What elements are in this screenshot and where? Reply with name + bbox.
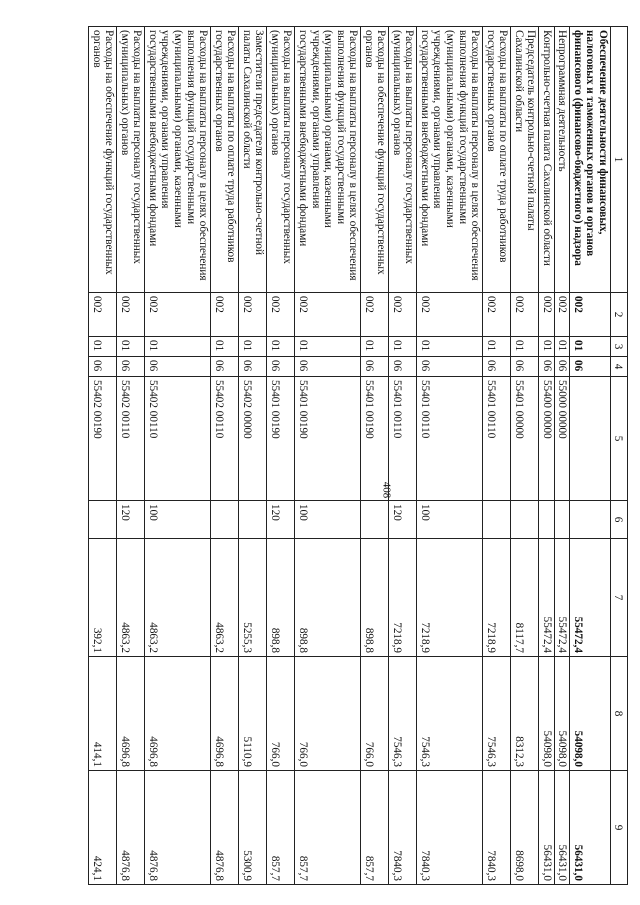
table-row (511, 27, 539, 885)
description-cell: Председатель контрольно-счетной палаты Сахалинской области (511, 27, 539, 293)
rotated-page (28, 26, 628, 884)
target-article-cell: 55402 00110 (211, 377, 239, 501)
code-cell: 002 (295, 293, 361, 337)
target-article-cell: 55401 00190 (361, 377, 389, 501)
page-number: 408 (380, 481, 393, 499)
amount-year3-cell: 56431,0 (554, 771, 570, 885)
section-cell: 01 (570, 337, 611, 357)
table-row (267, 27, 295, 885)
subsection-cell: 06 (554, 357, 570, 377)
description-cell: Расходы на выплаты персоналу государственных (муниципальных) органов (389, 27, 417, 293)
expense-type-cell (570, 501, 611, 539)
section-cell: 01 (145, 337, 211, 357)
target-article-cell: 55401 00110 (389, 377, 417, 501)
target-article-cell: 55401 00110 (417, 377, 483, 501)
code-cell: 002 (239, 293, 267, 337)
amount-year3-cell: 8698,0 (511, 771, 539, 885)
subsection-cell: 06 (511, 357, 539, 377)
table-row (361, 27, 389, 885)
section-cell: 01 (389, 337, 417, 357)
amount-year1-cell: 55472,4 (539, 539, 555, 657)
header-cell: 2 (611, 293, 628, 337)
amount-year2-cell: 766,0 (267, 657, 295, 771)
subsection-cell: 06 (389, 357, 417, 377)
description-cell: Расходы на выплаты персоналу в целях обеспечения выполнения функций государственными (муниципальными) органами, казенными учреждениями, органами управления государственными внебюджетными фондами (417, 27, 483, 293)
description-cell: Расходы на обеспечение функций государственных органов (89, 27, 117, 293)
amount-year2-cell: 7546,3 (389, 657, 417, 771)
amount-year3-cell: 857,7 (361, 771, 389, 885)
amount-year2-cell: 766,0 (295, 657, 361, 771)
section-cell: 01 (89, 337, 117, 357)
amount-year3-cell: 4876,8 (211, 771, 239, 885)
subsection-cell: 06 (361, 357, 389, 377)
header-cell: 1 (611, 27, 628, 293)
amount-year1-cell: 4863,2 (211, 539, 239, 657)
header-cell: 8 (611, 657, 628, 771)
code-cell: 002 (511, 293, 539, 337)
target-article-cell: 55402 00110 (117, 377, 145, 501)
description-cell: Расходы на выплаты персоналу государственных (муниципальных) органов (117, 27, 145, 293)
expense-type-cell: 120 (117, 501, 145, 539)
code-cell: 002 (539, 293, 555, 337)
amount-year1-cell: 898,8 (295, 539, 361, 657)
target-article-cell: 55402 00110 (145, 377, 211, 501)
amount-year2-cell: 766,0 (361, 657, 389, 771)
subsection-cell: 06 (483, 357, 511, 377)
amount-year3-cell: 857,7 (295, 771, 361, 885)
expense-type-cell: 100 (295, 501, 361, 539)
section-cell: 01 (417, 337, 483, 357)
amount-year1-cell: 392,1 (89, 539, 117, 657)
amount-year1-cell: 55472,4 (554, 539, 570, 657)
amount-year3-cell: 5300,9 (239, 771, 267, 885)
amount-year3-cell: 857,7 (267, 771, 295, 885)
subsection-cell: 06 (295, 357, 361, 377)
target-article-cell (570, 377, 611, 501)
expense-type-cell: 100 (145, 501, 211, 539)
amount-year3-cell: 56431,0 (570, 771, 611, 885)
code-cell: 002 (389, 293, 417, 337)
expense-type-cell (554, 501, 570, 539)
amount-year1-cell: 55472,4 (570, 539, 611, 657)
table-row (89, 27, 117, 885)
section-cell: 01 (211, 337, 239, 357)
description-cell: Непрограммная деятельность (554, 27, 570, 293)
subsection-cell: 06 (539, 357, 555, 377)
expense-type-cell (211, 501, 239, 539)
subsection-cell: 06 (211, 357, 239, 377)
amount-year3-cell: 7840,3 (417, 771, 483, 885)
section-cell: 01 (267, 337, 295, 357)
target-article-cell: 55400 00000 (539, 377, 555, 501)
amount-year3-cell: 424,1 (89, 771, 117, 885)
amount-year3-cell: 4876,8 (117, 771, 145, 885)
code-cell: 002 (570, 293, 611, 337)
subsection-cell: 06 (570, 357, 611, 377)
header-cell: 4 (611, 357, 628, 377)
subsection-cell: 06 (145, 357, 211, 377)
header-cell: 9 (611, 771, 628, 885)
amount-year3-cell: 7840,3 (483, 771, 511, 885)
subsection-cell: 06 (239, 357, 267, 377)
section-cell: 01 (361, 337, 389, 357)
table-body (89, 27, 611, 885)
target-article-cell: 55401 00110 (483, 377, 511, 501)
subsection-cell: 06 (267, 357, 295, 377)
expense-type-cell: 120 (267, 501, 295, 539)
amount-year1-cell: 7218,9 (417, 539, 483, 657)
description-cell: Обеспечение деятельности финансовых, налоговых и таможенных органов и органов финансового (финансово-бюджетного) надзора (570, 27, 611, 293)
amount-year2-cell: 54098,0 (570, 657, 611, 771)
amount-year2-cell: 4696,8 (145, 657, 211, 771)
table-row (539, 27, 555, 885)
table-row (554, 27, 570, 885)
code-cell: 002 (483, 293, 511, 337)
amount-year2-cell: 4696,8 (117, 657, 145, 771)
expense-type-cell (483, 501, 511, 539)
description-cell: Расходы на выплаты персоналу в целях обеспечения выполнения функций государственными (муниципальными) органами, казенными учреждениями, органами управления государственными внебюджетными фондами (295, 27, 361, 293)
table-row (570, 27, 611, 885)
target-article-cell: 55402 00190 (89, 377, 117, 501)
amount-year3-cell: 7840,3 (389, 771, 417, 885)
subsection-cell: 06 (89, 357, 117, 377)
section-cell: 01 (554, 337, 570, 357)
code-cell: 002 (267, 293, 295, 337)
amount-year2-cell: 5110,9 (239, 657, 267, 771)
expense-type-cell (89, 501, 117, 539)
code-cell: 002 (417, 293, 483, 337)
section-cell: 01 (239, 337, 267, 357)
section-cell: 01 (117, 337, 145, 357)
section-cell: 01 (511, 337, 539, 357)
table-row (145, 27, 211, 885)
description-cell: Расходы на выплаты персоналу в целях обеспечения выполнения функций государственными (муниципальными) органами, казенными учреждениями, органами управления государственными внебюджетными фондами (145, 27, 211, 293)
amount-year1-cell: 4863,2 (117, 539, 145, 657)
amount-year2-cell: 7546,3 (417, 657, 483, 771)
target-article-cell: 55401 00190 (295, 377, 361, 501)
table-row (239, 27, 267, 885)
amount-year1-cell: 5255,3 (239, 539, 267, 657)
code-cell: 002 (145, 293, 211, 337)
expense-type-cell: 100 (417, 501, 483, 539)
amount-year1-cell: 7218,9 (389, 539, 417, 657)
description-cell: Расходы на выплаты по оплате труда работников государственных органов (211, 27, 239, 293)
table-row (117, 27, 145, 885)
amount-year1-cell: 8117,7 (511, 539, 539, 657)
amount-year2-cell: 4696,8 (211, 657, 239, 771)
amount-year2-cell: 414,1 (89, 657, 117, 771)
expense-type-cell (361, 501, 389, 539)
section-cell: 01 (295, 337, 361, 357)
code-cell: 002 (117, 293, 145, 337)
amount-year1-cell: 7218,9 (483, 539, 511, 657)
header-row (611, 27, 628, 885)
code-cell: 002 (554, 293, 570, 337)
amount-year1-cell: 4863,2 (145, 539, 211, 657)
subsection-cell: 06 (417, 357, 483, 377)
table-row (295, 27, 361, 885)
target-article-cell: 55401 00000 (511, 377, 539, 501)
description-cell: Заместители председателя контрольно-счетной палаты Сахалинской области (239, 27, 267, 293)
budget-table (88, 26, 628, 885)
amount-year2-cell: 54098,0 (554, 657, 570, 771)
description-cell: Расходы на обеспечение функций государственных органов (361, 27, 389, 293)
expense-type-cell (539, 501, 555, 539)
description-cell: Расходы на выплаты персоналу государственных (муниципальных) органов (267, 27, 295, 293)
code-cell: 002 (89, 293, 117, 337)
code-cell: 002 (211, 293, 239, 337)
table-row (483, 27, 511, 885)
header-cell: 7 (611, 539, 628, 657)
description-cell: Расходы на выплаты по оплате труда работников государственных органов (483, 27, 511, 293)
description-cell: Контрольно-счетная палата Сахалинской области (539, 27, 555, 293)
section-cell: 01 (539, 337, 555, 357)
expense-type-cell: 120 (389, 501, 417, 539)
target-article-cell: 55000 00000 (554, 377, 570, 501)
amount-year2-cell: 8312,3 (511, 657, 539, 771)
amount-year2-cell: 7546,3 (483, 657, 511, 771)
amount-year3-cell: 4876,8 (145, 771, 211, 885)
table-row (211, 27, 239, 885)
header-cell: 5 (611, 377, 628, 501)
expense-type-cell (239, 501, 267, 539)
code-cell: 002 (361, 293, 389, 337)
target-article-cell: 55401 00190 (267, 377, 295, 501)
amount-year2-cell: 54098,0 (539, 657, 555, 771)
header-cell: 3 (611, 337, 628, 357)
target-article-cell: 55402 00000 (239, 377, 267, 501)
subsection-cell: 06 (117, 357, 145, 377)
table-row (389, 27, 417, 885)
section-cell: 01 (483, 337, 511, 357)
expense-type-cell (511, 501, 539, 539)
amount-year3-cell: 56431,0 (539, 771, 555, 885)
amount-year1-cell: 898,8 (267, 539, 295, 657)
table-row (417, 27, 483, 885)
header-cell: 6 (611, 501, 628, 539)
amount-year1-cell: 898,8 (361, 539, 389, 657)
